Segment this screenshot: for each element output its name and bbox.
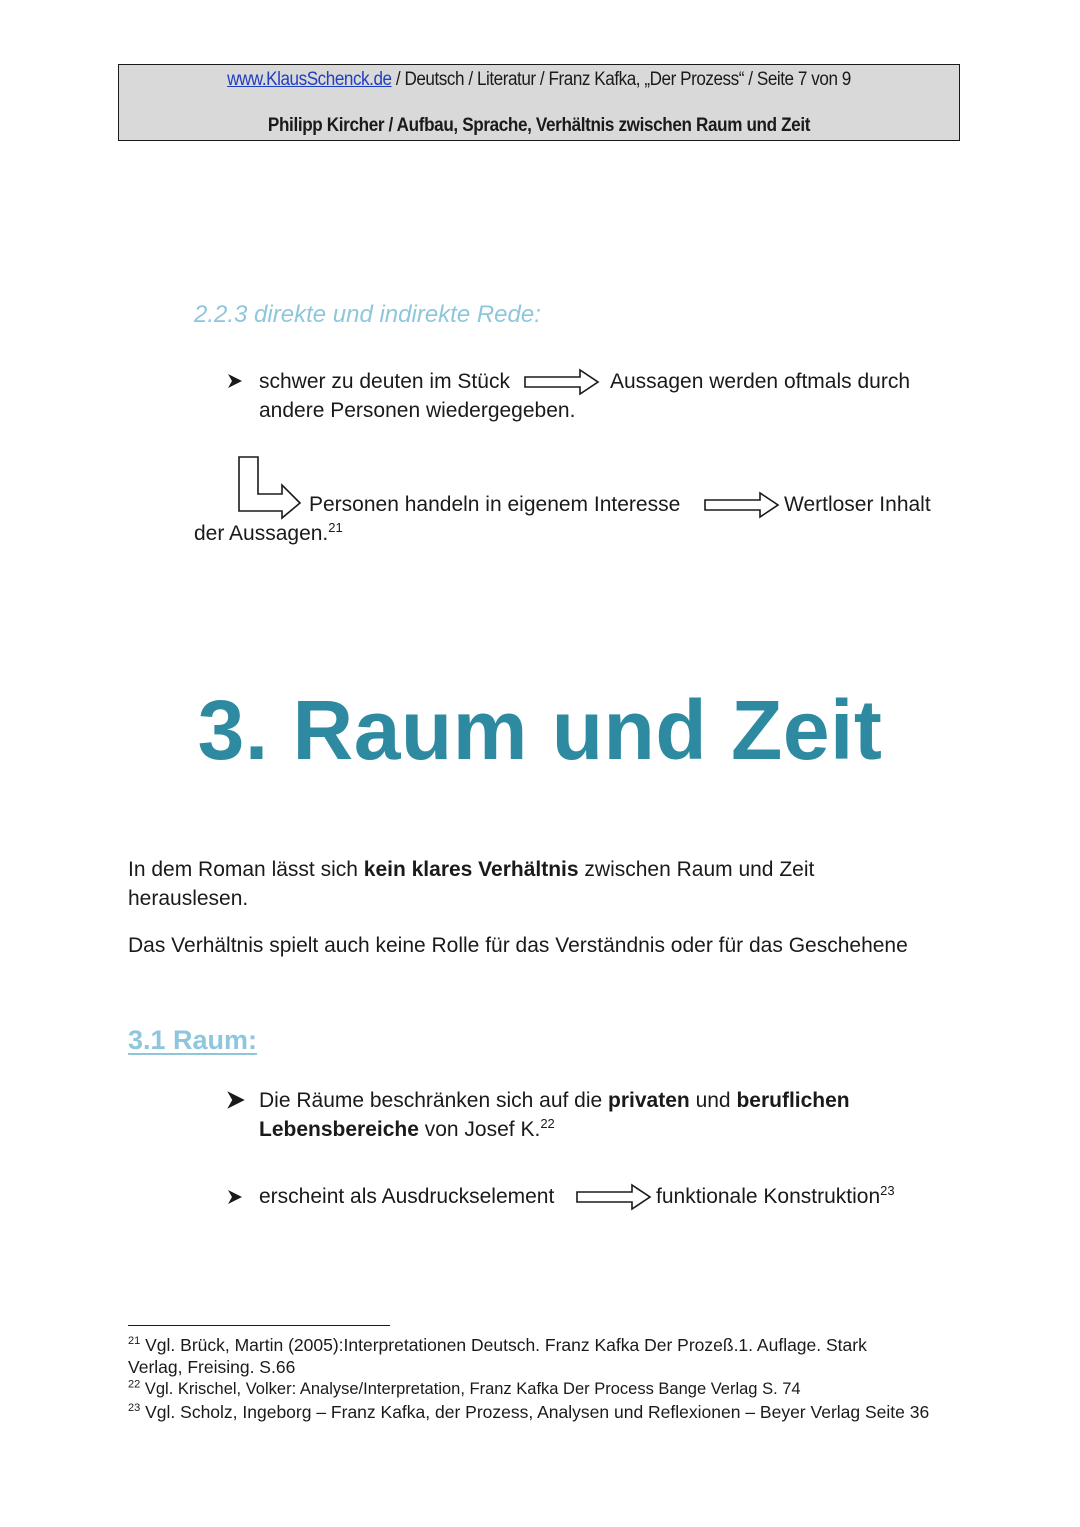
header-breadcrumb: / Deutsch / Literatur / Franz Kafka, „Der Prozess“ / Seite 7 von 9: [391, 69, 851, 90]
paragraph-2: Das Verhältnis spielt auch keine Rolle für das Verständnis oder für das Geschehene: [128, 934, 908, 957]
footnote-21: $^{21}$ Vgl. Brück, Martin (2005):Interpretationen Deutsch. Franz Kafka Der Prozeß.1. Auflage. Stark: [128, 1335, 867, 1355]
hollow-right-arrow-icon: [704, 491, 780, 519]
chapter-heading: 3. Raum und Zeit: [197, 683, 883, 777]
hollow-right-arrow-icon: [524, 368, 600, 396]
footnote-ref-23[interactable]: 23: [880, 1183, 895, 1198]
line-2-continuation: der Aussagen.$^{21}$: [194, 520, 343, 545]
paragraph-1-line-2: herauslesen.: [128, 887, 249, 910]
line-2-text-b: Wertloser Inhalt: [784, 493, 931, 516]
hollow-right-arrow-icon: [576, 1183, 652, 1211]
subsection-heading-223: 2.2.3 direkte und indirekte Rede:: [194, 301, 541, 328]
bullet-text-1b: Aussagen werden oftmals durch: [610, 370, 910, 393]
section-heading-31: 3.1 Raum:: [128, 1025, 258, 1055]
corner-down-right-arrow-icon: [238, 456, 302, 520]
footnote-divider: [128, 1325, 390, 1326]
footnote-ref-22[interactable]: 22: [540, 1116, 555, 1131]
header-line-1: [161, 69, 917, 91]
footnote-21-line-2: Verlag, Freising. S.66: [128, 1357, 296, 1377]
arrowhead-bullet-icon: [227, 373, 243, 389]
footnote-22: $^{22}$ Vgl. Krischel, Volker: Analyse/Interpretation, Franz Kafka Der Process Bange Verlag S. 74: [128, 1378, 801, 1398]
arrowhead-bullet-icon: [227, 1189, 243, 1205]
bullet-text-1c: andere Personen wiedergegeben.: [259, 399, 576, 422]
raum-bullet-1: Die Räume beschränken sich auf die privaten und beruflichen: [259, 1089, 850, 1112]
header-line-2: Philipp Kircher / Aufbau, Sprache, Verhältnis zwischen Raum und Zeit: [267, 115, 811, 136]
site-link[interactable]: www.KlausSchenck.de: [227, 69, 392, 90]
raum-bullet-2a: erscheint als Ausdruckselement: [259, 1185, 555, 1208]
page-header: [118, 64, 960, 141]
arrowhead-bullet-icon: [226, 1090, 246, 1110]
line-2-text-a: Personen handeln in eigenem Interesse: [309, 493, 681, 516]
footnote-ref-21[interactable]: 21: [328, 520, 343, 535]
raum-bullet-1-line-2: Lebensbereiche von Josef K.$^{22}$: [259, 1116, 555, 1141]
raum-bullet-2b: funktionale Konstruktion$^{23}$: [656, 1183, 895, 1208]
paragraph-1: In dem Roman lässt sich kein klares Verhältnis zwischen Raum und Zeit: [128, 858, 815, 881]
bullet-text-1a: schwer zu deuten im Stück: [259, 370, 510, 393]
footnote-23: $^{23}$ Vgl. Scholz, Ingeborg – Franz Kafka, der Prozess, Analysen und Reflexionen – Beyer Verlag Seite 36: [128, 1402, 930, 1422]
